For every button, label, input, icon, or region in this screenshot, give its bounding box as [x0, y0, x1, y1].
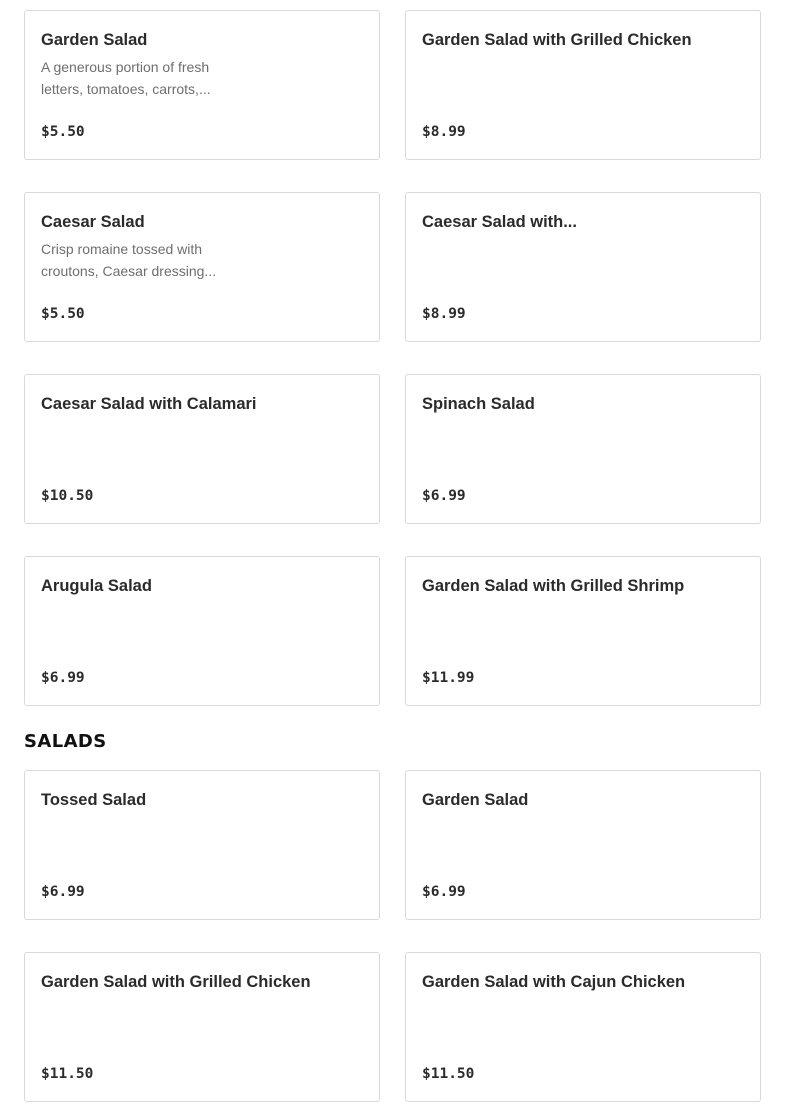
- menu-item-price: $11.50: [41, 1066, 94, 1082]
- menu-item-card[interactable]: [405, 192, 761, 342]
- menu-item-name: Garden Salad with Grilled Chicken: [41, 973, 311, 991]
- menu-item-name: Garden Salad: [41, 31, 148, 49]
- menu-item-price: $10.50: [41, 488, 94, 504]
- menu-item-card[interactable]: [24, 770, 380, 920]
- menu-item-name: Tossed Salad: [41, 791, 147, 809]
- menu-item-name: Garden Salad with Grilled Chicken: [422, 31, 692, 49]
- menu-item-name: Caesar Salad: [41, 213, 145, 231]
- menu-item-card[interactable]: [24, 192, 380, 342]
- menu-item-card[interactable]: [24, 952, 380, 1102]
- menu-item-card[interactable]: [405, 556, 761, 706]
- menu-item-card[interactable]: [405, 952, 761, 1102]
- menu-item-card[interactable]: [24, 10, 380, 160]
- menu-item-card[interactable]: [405, 374, 761, 524]
- menu-item-card[interactable]: [24, 556, 380, 706]
- menu-item-price: $11.99: [422, 670, 475, 686]
- menu-item-name: Garden Salad with Grilled Shrimp: [422, 577, 685, 595]
- menu-item-name: Garden Salad: [422, 791, 529, 809]
- menu-item-price: $11.50: [422, 1066, 475, 1082]
- menu-item-price: $5.50: [41, 124, 85, 140]
- menu-item-name: Spinach Salad: [422, 395, 535, 413]
- menu-item-name: Caesar Salad with...: [422, 213, 577, 231]
- menu-item-card[interactable]: [405, 770, 761, 920]
- menu-item-price: $6.99: [422, 884, 466, 900]
- menu-item-price: $8.99: [422, 306, 466, 322]
- menu-item-price: $5.50: [41, 306, 85, 322]
- menu-item-name: Arugula Salad: [41, 577, 152, 595]
- menu-item-price: $8.99: [422, 124, 466, 140]
- menu-item-price: $6.99: [41, 670, 85, 686]
- menu-item-price: $6.99: [422, 488, 466, 504]
- menu-items-grid: [24, 10, 761, 706]
- menu-item-description: Crisp romaine tossed with croutons, Caesar dressing...: [41, 241, 217, 279]
- salads-items-grid: [24, 770, 761, 1102]
- section-heading-salads: SALADS: [24, 731, 107, 752]
- menu-item-card[interactable]: [405, 10, 761, 160]
- menu-item-name: Caesar Salad with Calamari: [41, 395, 257, 413]
- menu-item-name: Garden Salad with Cajun Chicken: [422, 973, 686, 991]
- menu-item-description: A generous portion of fresh letters, tomatoes, carrots,...: [41, 59, 211, 97]
- menu-item-price: $6.99: [41, 884, 85, 900]
- menu-item-card[interactable]: [24, 374, 380, 524]
